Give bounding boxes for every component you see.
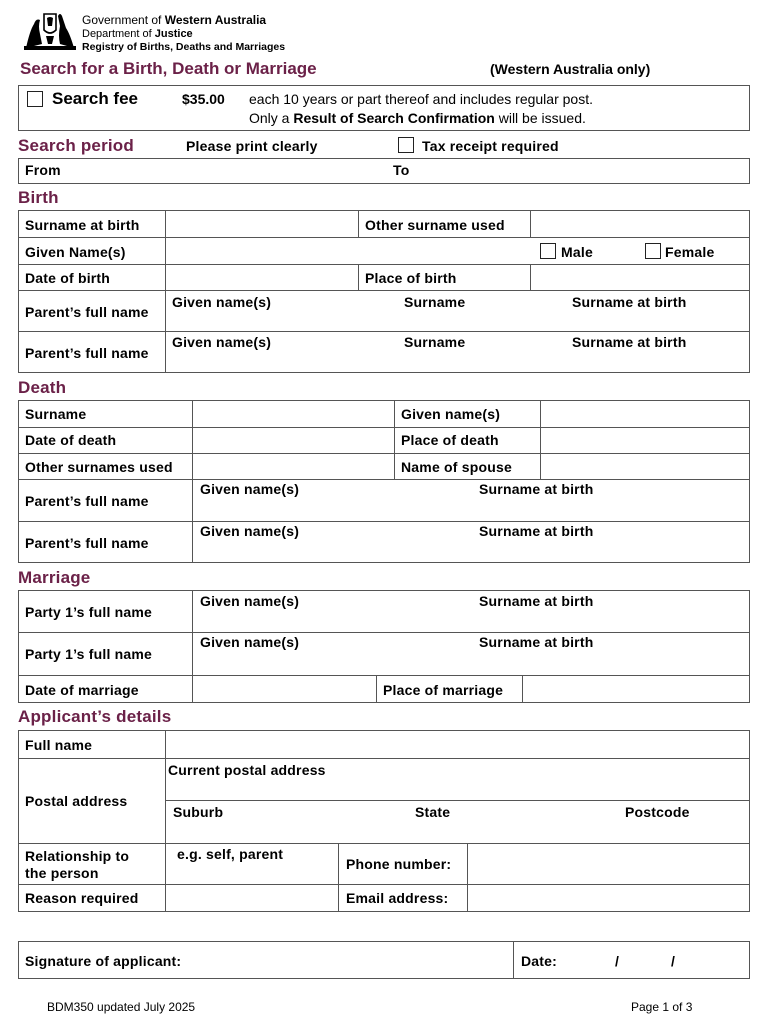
search-fee-label: Search fee: [52, 89, 138, 108]
death-surname-input[interactable]: [193, 401, 393, 426]
place-of-marriage-label: Place of marriage: [383, 682, 504, 698]
male-checkbox[interactable]: [540, 243, 556, 259]
death-parent2-given-label: Given name(s): [200, 523, 300, 539]
relationship-example: e.g. self, parent: [177, 846, 284, 862]
birth-other-surname-input[interactable]: [531, 211, 749, 236]
date-slash-1: /: [615, 953, 620, 969]
death-parent2-label: Parent’s full name: [25, 535, 149, 551]
current-postal-input[interactable]: [166, 759, 749, 799]
email-label: Email address:: [346, 890, 449, 906]
date-slash-2: /: [671, 953, 676, 969]
search-fee-checkbox[interactable]: [27, 91, 43, 107]
header-gov: Government of Western Australia: [82, 13, 267, 27]
birth-parent2-input[interactable]: [166, 332, 749, 372]
search-fee-desc-1: each 10 years or part thereof and includes regular post.: [249, 91, 593, 107]
to-label: To: [393, 162, 410, 178]
from-label: From: [25, 162, 61, 178]
party1-label: Party 1’s full name: [25, 604, 152, 620]
place-of-marriage-input[interactable]: [523, 676, 749, 702]
birth-parent1-input[interactable]: [166, 291, 749, 330]
state-label: State: [415, 804, 451, 820]
search-fee-amount: $35.00: [182, 91, 225, 107]
search-period-heading: Search period: [18, 136, 134, 155]
from-input[interactable]: [70, 159, 380, 183]
suburb-label: Suburb: [173, 804, 224, 820]
birth-parent2-given-label: Given name(s): [172, 334, 272, 350]
birth-given-names-input[interactable]: [166, 238, 530, 263]
header-registry: Registry of Births, Deaths and Marriages: [82, 41, 286, 53]
date-of-death-input[interactable]: [193, 428, 393, 452]
birth-parent1-surname-label: Surname: [404, 294, 466, 310]
marriage-heading: Marriage: [18, 568, 91, 587]
tax-receipt-checkbox[interactable]: [398, 137, 414, 153]
postcode-label: Postcode: [625, 804, 690, 820]
coat-of-arms-logo: [22, 8, 78, 52]
postal-address-label: Postal address: [25, 793, 128, 809]
reason-input[interactable]: [166, 885, 337, 911]
date-of-marriage-input[interactable]: [193, 676, 375, 702]
full-name-input[interactable]: [166, 731, 749, 757]
form-scope: (Western Australia only): [490, 61, 651, 77]
form-code: BDM350 updated July 2025: [47, 1000, 196, 1014]
other-surnames-input[interactable]: [193, 454, 393, 478]
death-parent1-input[interactable]: [193, 480, 749, 520]
female-checkbox[interactable]: [645, 243, 661, 259]
death-parent1-surname-label: Surname at birth: [479, 481, 594, 497]
death-surname-label: Surname: [25, 406, 87, 422]
female-label: Female: [665, 244, 715, 260]
death-parent2-input[interactable]: [193, 522, 749, 562]
place-of-death-label: Place of death: [401, 432, 499, 448]
form-title: Search for a Birth, Death or Marriage: [20, 59, 317, 78]
birth-surname-label: Surname at birth: [25, 217, 140, 233]
death-heading: Death: [18, 378, 67, 397]
date-of-birth-label: Date of birth: [25, 270, 111, 286]
phone-input[interactable]: [468, 844, 749, 883]
applicant-heading: Applicant’s details: [18, 707, 172, 726]
signature-label: Signature of applicant:: [25, 953, 182, 969]
to-input[interactable]: [420, 159, 745, 183]
tax-receipt-label: Tax receipt required: [422, 138, 559, 154]
party2-input[interactable]: [193, 633, 749, 674]
header-dept: Department of Justice: [82, 28, 193, 40]
birth-surname-input[interactable]: [166, 211, 357, 236]
date-of-birth-input[interactable]: [166, 265, 357, 289]
party1-input[interactable]: [193, 591, 749, 631]
date-of-marriage-label: Date of marriage: [25, 682, 139, 698]
party2-given-label: Given name(s): [200, 634, 300, 650]
birth-given-names-label: Given Name(s): [25, 244, 126, 260]
birth-parent1-label: Parent’s full name: [25, 304, 149, 320]
birth-parent1-surname-at-birth-label: Surname at birth: [572, 294, 687, 310]
party2-label: Party 1’s full name: [25, 646, 152, 662]
party2-surname-label: Surname at birth: [479, 634, 594, 650]
death-parent1-given-label: Given name(s): [200, 481, 300, 497]
date-of-death-label: Date of death: [25, 432, 117, 448]
death-parent2-surname-label: Surname at birth: [479, 523, 594, 539]
phone-label: Phone number:: [346, 856, 452, 872]
place-of-death-input[interactable]: [541, 428, 749, 452]
other-surnames-label: Other surnames used: [25, 459, 173, 475]
print-clearly-note: Please print clearly: [186, 138, 318, 154]
birth-parent2-surname-label: Surname: [404, 334, 466, 350]
email-input[interactable]: [468, 885, 749, 911]
place-of-birth-label: Place of birth: [365, 270, 457, 286]
signature-date-input[interactable]: [565, 942, 749, 978]
death-parent1-label: Parent’s full name: [25, 493, 149, 509]
birth-other-surname-label: Other surname used: [365, 217, 505, 233]
signature-date-label: Date:: [521, 953, 558, 969]
birth-parent1-given-label: Given name(s): [172, 294, 272, 310]
signature-input[interactable]: [200, 942, 512, 978]
name-of-spouse-input[interactable]: [541, 454, 749, 478]
birth-parent2-surname-at-birth-label: Surname at birth: [572, 334, 687, 350]
relationship-input[interactable]: [166, 844, 337, 883]
death-given-names-input[interactable]: [541, 401, 749, 426]
suburb-state-postcode-input[interactable]: [166, 801, 749, 842]
page-number: Page 1 of 3: [631, 1000, 693, 1014]
male-label: Male: [561, 244, 593, 260]
full-name-label: Full name: [25, 737, 93, 753]
current-postal-label: Current postal address: [168, 762, 326, 778]
relationship-label-1: Relationship to: [25, 848, 130, 864]
reason-label: Reason required: [25, 890, 139, 906]
birth-parent2-label: Parent’s full name: [25, 345, 149, 361]
death-given-names-label: Given name(s): [401, 406, 501, 422]
birth-heading: Birth: [18, 188, 59, 207]
search-fee-desc-2: Only a Result of Search Confirmation will be issued.: [249, 110, 586, 126]
party1-given-label: Given name(s): [200, 593, 300, 609]
party1-surname-label: Surname at birth: [479, 593, 594, 609]
relationship-label-2: the person: [25, 865, 99, 881]
place-of-birth-input[interactable]: [531, 265, 749, 289]
name-of-spouse-label: Name of spouse: [401, 459, 512, 475]
